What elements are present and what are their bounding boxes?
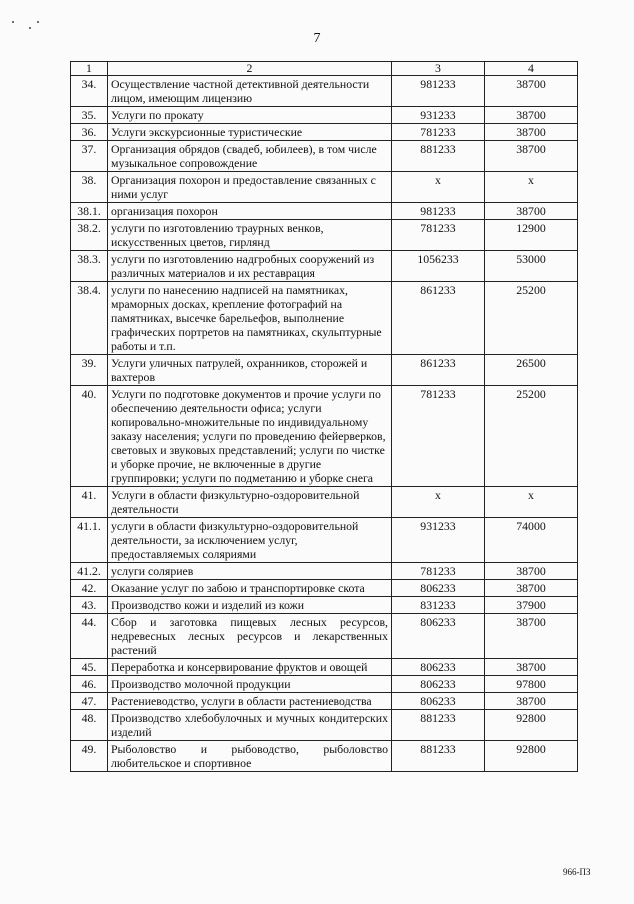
row-code: 806233 — [392, 614, 485, 659]
header-cell-number: 1 — [71, 62, 108, 76]
row-value: 53000 — [485, 251, 578, 282]
row-number: 41. — [71, 487, 108, 518]
row-value: 12900 — [485, 220, 578, 251]
row-code: 831233 — [392, 597, 485, 614]
row-value: 92800 — [485, 741, 578, 772]
row-number: 38.1. — [71, 203, 108, 220]
row-value: х — [485, 487, 578, 518]
row-activity: Переработка и консервирование фруктов и овощей — [108, 659, 392, 676]
row-value: 25200 — [485, 282, 578, 355]
row-number: 34. — [71, 76, 108, 107]
row-value: 38700 — [485, 693, 578, 710]
row-activity: услуги по нанесению надписей на памятниках, мраморных досках, крепление фотографий на памятниках, высечке барельефов, выполнение графических портретов на памятниках, скульптурные работы и т.п. — [108, 282, 392, 355]
row-activity: Производство хлебобулочных и мучных кондитерских изделий — [108, 710, 392, 741]
tariff-table — [70, 61, 578, 772]
row-value: 26500 — [485, 355, 578, 386]
row-number: 49. — [71, 741, 108, 772]
header-cell-code: 3 — [392, 62, 485, 76]
row-activity: Организация похорон и предоставление связанных с ними услуг — [108, 172, 392, 203]
row-code: 881233 — [392, 741, 485, 772]
row-code: 881233 — [392, 710, 485, 741]
row-number: 46. — [71, 676, 108, 693]
row-value: 38700 — [485, 107, 578, 124]
row-code: 931233 — [392, 518, 485, 563]
scan-speck — [29, 27, 31, 29]
row-activity: услуги по изготовлению надгробных сооружений из различных материалов и их реставрация — [108, 251, 392, 282]
row-code: 1056233 — [392, 251, 485, 282]
row-value: 38700 — [485, 614, 578, 659]
row-code: 981233 — [392, 203, 485, 220]
row-activity: услуги по изготовлению траурных венков, искусственных цветов, гирлянд — [108, 220, 392, 251]
row-activity: услуги соляриев — [108, 563, 392, 580]
row-value: 25200 — [485, 386, 578, 487]
row-number: 42. — [71, 580, 108, 597]
row-code: 781233 — [392, 220, 485, 251]
row-value: 38700 — [485, 141, 578, 172]
row-code: 781233 — [392, 124, 485, 141]
table-row — [71, 203, 578, 220]
table-row — [71, 710, 578, 741]
row-number: 38. — [71, 172, 108, 203]
row-value: 38700 — [485, 659, 578, 676]
table-row — [71, 107, 578, 124]
row-activity: Услуги по прокату — [108, 107, 392, 124]
row-value: 38700 — [485, 580, 578, 597]
row-code: х — [392, 487, 485, 518]
row-activity: услуги в области физкультурно-оздоровительной деятельности, за исключением услуг, предоставляемых соляриями — [108, 518, 392, 563]
table-row — [71, 693, 578, 710]
row-activity: Рыболовство и рыбоводство, рыболовство любительское и спортивное — [108, 741, 392, 772]
row-activity: Сбор и заготовка пищевых лесных ресурсов, недревесных лесных ресурсов и лекарственных растений — [108, 614, 392, 659]
table-row — [71, 282, 578, 355]
row-activity: Производство молочной продукции — [108, 676, 392, 693]
scan-speck — [37, 21, 39, 23]
header-cell-value: 4 — [485, 62, 578, 76]
row-number: 41.2. — [71, 563, 108, 580]
document-code: 966-ПЗ — [563, 867, 591, 877]
header-cell-activity: 2 — [108, 62, 392, 76]
row-activity: Производство кожи и изделий из кожи — [108, 597, 392, 614]
row-number: 48. — [71, 710, 108, 741]
row-code: 781233 — [392, 386, 485, 487]
row-code: 806233 — [392, 693, 485, 710]
row-code: 881233 — [392, 141, 485, 172]
row-number: 35. — [71, 107, 108, 124]
row-activity: Организация обрядов (свадеб, юбилеев), в том числе музыкальное сопровождение — [108, 141, 392, 172]
table-row — [71, 563, 578, 580]
row-value: 38700 — [485, 76, 578, 107]
row-activity: организация похорон — [108, 203, 392, 220]
table-row — [71, 741, 578, 772]
table-row — [71, 676, 578, 693]
row-number: 37. — [71, 141, 108, 172]
row-activity: Услуги по подготовке документов и прочие услуги по обеспечению деятельности офиса; услуги копировально-множительные по индивидуальному заказу населения; услуги по проведению фейерверков, световых и звуковых представлений; услуги по чистке и уборке прочие, не включенные в другие группировки; услуги по подметанию и уборке снега — [108, 386, 392, 487]
row-code: 806233 — [392, 580, 485, 597]
table-row — [71, 614, 578, 659]
table-header-row — [71, 62, 578, 76]
row-number: 44. — [71, 614, 108, 659]
table-row — [71, 124, 578, 141]
row-number: 43. — [71, 597, 108, 614]
row-number: 47. — [71, 693, 108, 710]
row-number: 40. — [71, 386, 108, 487]
table-row — [71, 518, 578, 563]
table-row — [71, 487, 578, 518]
table-row — [71, 355, 578, 386]
row-activity: Растениеводство, услуги в области растениеводства — [108, 693, 392, 710]
row-activity: Услуги в области физкультурно-оздоровительной деятельности — [108, 487, 392, 518]
row-number: 45. — [71, 659, 108, 676]
row-value: 74000 — [485, 518, 578, 563]
table-row — [71, 141, 578, 172]
table-row — [71, 597, 578, 614]
row-number: 39. — [71, 355, 108, 386]
row-activity: Осуществление частной детективной деятельности лицом, имеющим лицензию — [108, 76, 392, 107]
row-value: 37900 — [485, 597, 578, 614]
row-activity: Услуги уличных патрулей, охранников, сторожей и вахтеров — [108, 355, 392, 386]
row-code: 861233 — [392, 282, 485, 355]
page-number: 7 — [313, 31, 321, 46]
row-number: 41.1. — [71, 518, 108, 563]
table-row — [71, 220, 578, 251]
row-value: 38700 — [485, 124, 578, 141]
row-code: 931233 — [392, 107, 485, 124]
scan-speck — [12, 21, 14, 23]
row-number: 36. — [71, 124, 108, 141]
table-row — [71, 76, 578, 107]
row-code: 861233 — [392, 355, 485, 386]
table-row — [71, 659, 578, 676]
row-value: 97800 — [485, 676, 578, 693]
row-value: 38700 — [485, 203, 578, 220]
table-row — [71, 251, 578, 282]
table-row — [71, 386, 578, 487]
row-code: 806233 — [392, 676, 485, 693]
table-row — [71, 580, 578, 597]
row-number: 38.4. — [71, 282, 108, 355]
row-code: 806233 — [392, 659, 485, 676]
table-row — [71, 172, 578, 203]
row-value: х — [485, 172, 578, 203]
row-code: 981233 — [392, 76, 485, 107]
row-code: х — [392, 172, 485, 203]
row-value: 38700 — [485, 563, 578, 580]
row-number: 38.2. — [71, 220, 108, 251]
row-activity: Услуги экскурсионные туристические — [108, 124, 392, 141]
row-number: 38.3. — [71, 251, 108, 282]
row-activity: Оказание услуг по забою и транспортировке скота — [108, 580, 392, 597]
row-code: 781233 — [392, 563, 485, 580]
row-value: 92800 — [485, 710, 578, 741]
